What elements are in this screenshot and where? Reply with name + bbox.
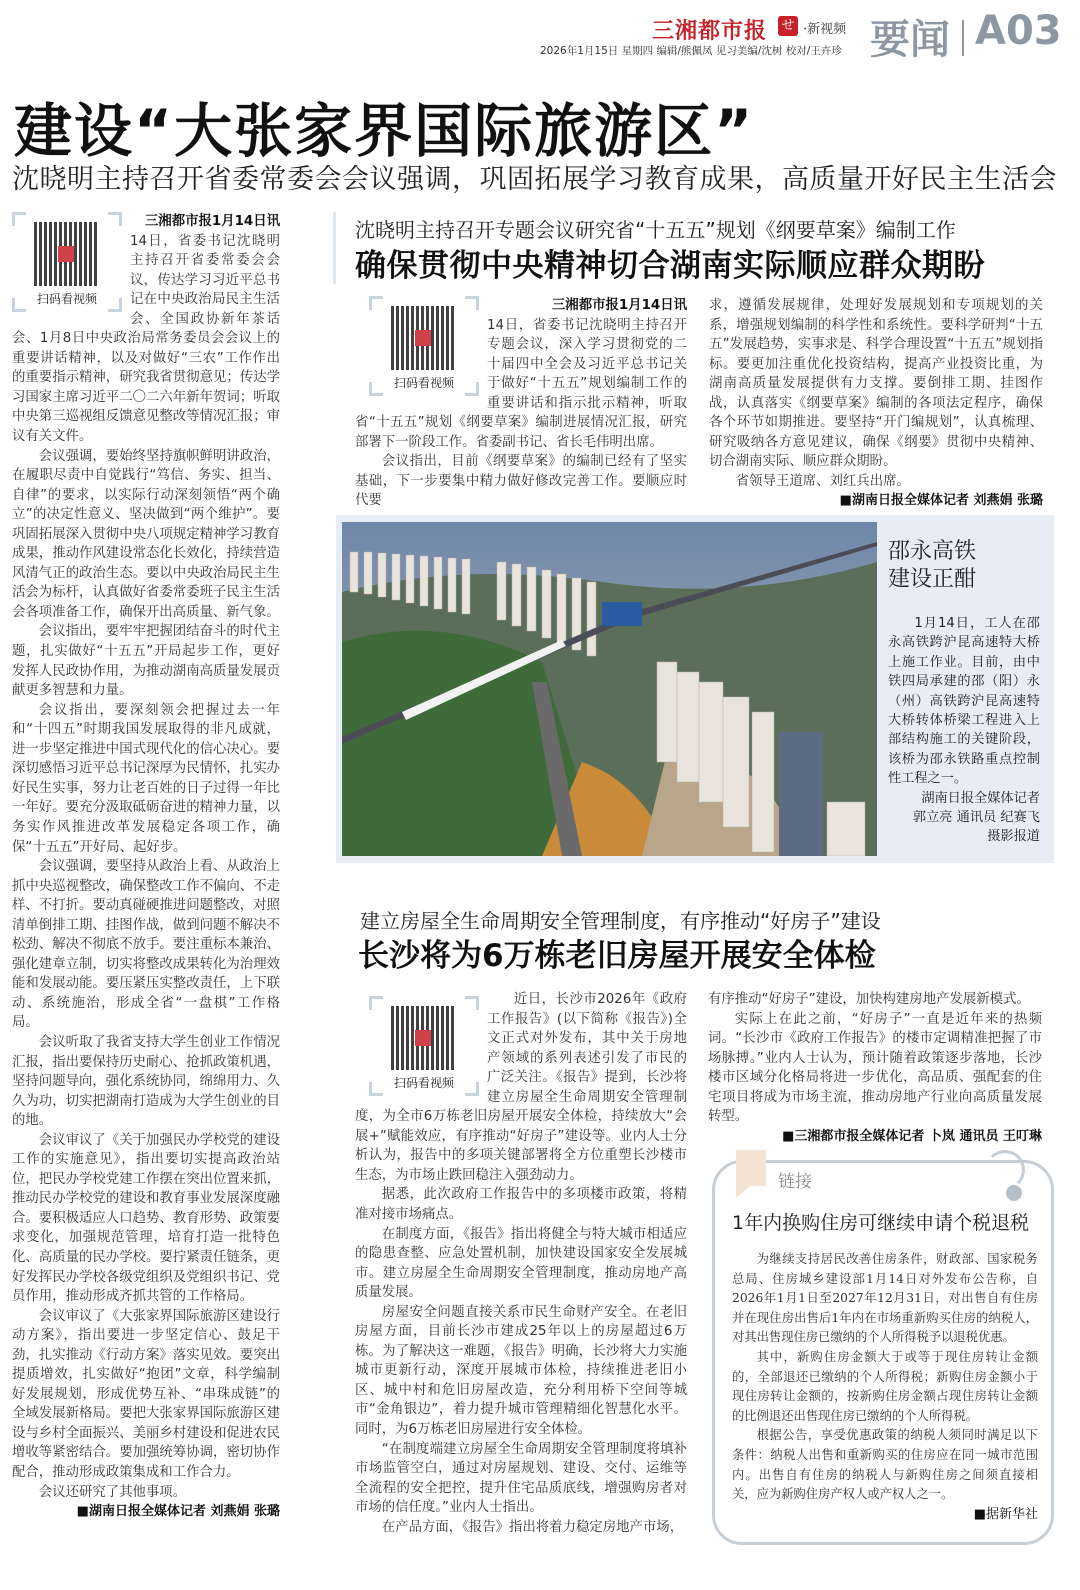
caption-text: 1月14日，工人在邵永高铁跨沪昆高速特大桥上施工作业。目前，由中铁四局承建的邵（阳）永（州）高铁跨沪昆高速特大桥转体桥梁工程进入上部结构施工的关键阶段，该桥为邵永铁路重点控制性工程之一。 (888, 616, 1040, 787)
byline: ■三湘都市报全媒体记者 卜岚 通讯员 王叮琳 (782, 1128, 1042, 1144)
photo-credit-1: 湖南日报全媒体记者 (921, 790, 1040, 806)
paragraph: 近日，长沙市2026年《政府工作报告》(以下简称《报告》)全文正式对外发布，其中关于房地产领域的系列表述引发了市民的广泛关注。《报告》提到，长沙将建立房屋全生命周期安全管理制度，为全市6万栋老旧房屋开展安全体检，持续放大“会展+”赋能效应，有序推动“好房子”建设等。业内人士分析认为，报告中的多项关键部署将全方位重塑长沙楼市生态，为市场止跌回稳注入强劲动力。 (355, 992, 687, 1183)
qr-code-block[interactable] (369, 996, 479, 1096)
section-divider (962, 20, 964, 56)
paragraph: 房屋安全问题直接关系市民生命财产安全。在老旧房屋方面，目前长沙市建成25年以上的房屋超过6万栋。为了解决这一难题，《报告》明确，长沙将大力实施城市更新行动，深度开展城市体检，持续推进老旧小区、城中村和危旧房屋改造，充分利用桥下空间等城市“金角银边”，着力提升城市管理精细化智慧化水平。同时，为6万栋老旧房屋进行安全体检。 (355, 1304, 687, 1438)
qr-code-block[interactable] (369, 296, 479, 396)
paragraph: 会议审议了《关于加强民办学校党的建设工作的实施意见》，指出要切实提高政治站位，把民办学校党建工作摆在突出位置来抓，推动民办学校党的建设和教育事业发展深度融合。要积极适应人口趋势、教育形势、政策要求变化，加强规范管理，培育打造一批特色化、高质量的民办学校。要拧紧责任链条，更好发挥民办学校各级党组织及党组织书记、党员作用，推动形成齐抓共管的工作格局。 (12, 1132, 280, 1305)
paragraph: 会议听取了我省支持大学生创业工作情况汇报，指出要保持历史耐心、抢抓政策机遇，坚持问题导向，强化系统协同，绵绵用力、久久为功，切实把湖南打造成为大学生创业的目的地。 (12, 1034, 280, 1129)
paragraph: 其中，新购住房金额大于或等于现住房转让金额的，全部退还已缴纳的个人所得税；新购住房金额小于现住房转让金额的，按新购住房金额占现住房转让金额的比例退还出售现住房已缴纳的个人所得税。 (732, 1349, 1038, 1423)
qr-code-icon[interactable] (34, 222, 98, 286)
paragraph: 省领导王道席、刘红兵出席。 (735, 473, 910, 489)
dateline: 三湘都市报1月14日讯 (144, 214, 280, 229)
photo-caption (888, 614, 1040, 847)
page-number: A03 (975, 8, 1062, 54)
paragraph: 14日，省委书记沈晓明主持召开专题会议，深入学习贯彻党的二十届四中全会及习近平总书记关于做好“十五五”规划编制工作的重要讲话和指示批示精神，听取省“十五五”规划《纲要草案》编制进展情况汇报，研究部署下一阶段工作。省委副书记、省长毛伟明出席。 (355, 317, 687, 450)
sub-brand: ·新视频 (803, 22, 847, 37)
byline: ■湖南日报全媒体记者 刘燕娟 张璐 (76, 1504, 280, 1520)
section-name: 要闻 (870, 17, 950, 63)
photo-credit-3: 摄影报道 (987, 829, 1040, 845)
link-body (732, 1250, 1038, 1524)
qr-code-block[interactable] (12, 212, 122, 312)
railway-bridge-photo (342, 522, 877, 856)
photo-credit-2: 郭立亮 通讯员 纪赛飞 (912, 810, 1040, 826)
paragraph: 有序推动“好房子”建设，加快构建房地产发展新模式。 (708, 992, 1030, 1007)
lead-subheadline: 沈晓明主持召开省委常委会会议强调，巩固拓展学习教育成果，高质量开好民主生活会 (12, 164, 1057, 195)
bridge-photo-illustration (342, 522, 877, 856)
article2-col1 (355, 296, 687, 511)
article3-kicker: 建立房屋全生命周期安全管理制度，有序推动“好房子”建设 (360, 909, 881, 933)
article2-headline: 确保贯彻中央精神切合湖南实际顺应群众期盼 (355, 248, 985, 284)
pin-icon (1006, 1185, 1022, 1201)
byline: ■据新华社 (973, 1506, 1038, 1522)
qr-label: 扫码看视频 (393, 376, 454, 390)
article3-headline: 长沙将为6万栋老旧房屋开展安全体检 (358, 938, 876, 974)
paragraph: 会议强调，要坚持从政治上看、从政治上抓中央巡视整改，确保整改工作不偏向、不走样、不打折。要动真碰硬推进问题整改，对照清单倒排工期、挂图作战，做到问题不解决不松劲、解决不彻底不放手。要注重标本兼治、强化建章立制，切实将整改成果转化为治理效能和发展动能。要压紧压实整改责任，上下联动、系统施治，形成全省“一盘棋”工作格局。 (12, 859, 280, 1031)
paragraph: 会议还研究了其他事项。 (38, 1484, 187, 1500)
speech-tag-icon (736, 1150, 766, 1186)
accent-bar (333, 212, 336, 284)
masthead-meta: 2026年1月15日 星期四 编辑/熊佩凤 见习美编/沈树 校对/王卉珍 (540, 45, 842, 57)
paragraph: 据悉，此次政府工作报告中的多项楼市政策，将精准对接市场痛点。 (355, 1187, 687, 1223)
byline: ■湖南日报全媒体记者 刘燕娟 张璐 (839, 493, 1043, 509)
brand-badge-icon: せ (778, 16, 798, 36)
paragraph: 会议审议了《大张家界国际旅游区建设行动方案》，指出要进一步坚定信心、鼓足干劲，扎实推动《行动方案》落实见效。要突出提质增效，扎实做好“抱团”文章，科学编制好发展规划，形成优势互补、“串珠成链”的全域发展新格局。要把大张家界国际旅游区建设与乡村全面振兴、美丽乡村建设和促进农民增收等紧密结合。要加强统筹协调，密切协作配合，推动形成政策集成和工作合力。 (12, 1308, 280, 1480)
article2-col2 (709, 296, 1043, 511)
paragraph: 会议强调，要始终坚持旗帜鲜明讲政治，在履职尽责中自觉践行“笃信、务实、担当、自律”的要求，以实际行动深刻领悟“两个确立”的决定性意义、坚决做到“两个维护”。要巩固拓展深入贯彻中央八项规定精神学习教育成果，推动作风建设常态化长效化，持续营造风清气正的政治生态。要以中央政治局民主生活会为标杆，认真做好省委常委班子民主生活会各项准备工作，确保开出高质量、新气象。 (12, 448, 280, 620)
paragraph: 在制度方面，《报告》指出将健全与特大城市相适应的隐患查整、应急处置机制，加快建设国家安全发展城市。建立房屋全生命周期安全管理制度，推动房地产高质量发展。 (355, 1226, 687, 1301)
qr-label: 扫码看视频 (36, 292, 97, 306)
paragraph: 14日，省委书记沈晓明主持召开省委常委会会议，传达学习习近平总书记在中央政治局民主生活会、全国政协新年茶话会、1月8日中央政治局常务委员会会议上的重要讲话精神，以及对做好“三农”工作作出的重要指示精神，研究我省贯彻意见；传达学习国家主席习近平二〇二六年新年贺词；听取中央第三巡视组反馈意见整改等情况汇报；审议有关文件。 (12, 233, 280, 445)
photo-title-line2: 建设正酣 (888, 567, 977, 592)
link-title: 1年内换购住房可继续申请个税退税 (732, 1212, 1030, 1234)
lead-headline: 建设“大张家界国际旅游区” (14, 97, 755, 165)
paragraph: 会议指出，要牢牢把握团结奋斗的时代主题，扎实做好“十五五”开局起步工作，更好发挥人民政协作用，为推动湖南高质量发展贡献更多智慧和力量。 (12, 624, 280, 699)
paragraph: 求，遵循发展规律，处理好发展规划和专项规划的关系，增强规划编制的科学性和系统性。要科学研判“十五五”发展趋势，实事求是、科学合理设置“十五五”规划指标。要更加注重优化投资结构，提高产业投资比重，为湖南高质量发展提供有力支撑。要倒排工期、挂图作战，认真落实《纲要草案》编制的各项法定程序，确保各个环节如期推进。要坚持“开门编规划”，认真梳理、研究吸纳各方意见建议，确保《纲要》贯彻中央精神、切合湖南实际、顺应群众期盼。 (709, 298, 1043, 470)
article2-kicker: 沈晓明主持召开专题会议研究省“十五五”规划《纲要草案》编制工作 (355, 218, 956, 242)
lead-article-body (12, 212, 280, 1522)
paragraph: 实际上在此之前，“好房子”一直是近年来的热频词。“长沙市《政府工作报告》的楼市定调精准把握了市场脉搏。”业内人士认为，预计随着政策逐步落地，长沙楼市区域分化格局将进一步优化，高品质、强配套的住宅项目将成为市场主流，推动房地产行业向高质量发展转型。 (708, 1011, 1042, 1125)
speech-tag-tail (736, 1186, 750, 1198)
article3-col2 (708, 990, 1042, 1146)
qr-code-icon[interactable] (391, 306, 455, 370)
paragraph: 在产品方面，《报告》指出将着力稳定房地产市场， (381, 1519, 684, 1535)
paragraph: “在制度端建立房屋全生命周期安全管理制度将填补市场监管空白，通过对房屋规划、建设、交付、运维等全流程的安全把控，提升住宅品质底线，增强购房者对市场的信任度。”业内人士指出。 (355, 1441, 687, 1516)
photo-story-title (888, 538, 976, 594)
link-label: 链接 (778, 1172, 812, 1192)
newspaper-logo: 三湘都市报 (652, 19, 768, 44)
paragraph: 为继续支持居民改善住房条件，财政部、国家税务总局、住房城乡建设部1月14日对外发布公告称，自2026年1月1日至2027年12月31日，对出售自有住房并在现住房出售后1年内在市场重新购买住房的纳税人，对其出售现住房已缴纳的个人所得税予以退税优惠。 (732, 1252, 1038, 1345)
paragraph: 会议指出，目前《纲要草案》的编制已经有了坚实基础，下一步要集中精力做好修改完善工作。要顺应时代要 (355, 454, 687, 509)
photo-title-line1: 邵永高铁 (888, 539, 977, 564)
qr-label: 扫码看视频 (393, 1076, 454, 1090)
article3-col1 (355, 990, 687, 1537)
paragraph: 会议指出，要深刻领会把握过去一年和“十四五”时期我国发展取得的非凡成就，进一步坚定推进中国式现代化的信心决心。要深切感悟习近平总书记深厚为民情怀，扎实办好民生实事，努力让老百姓的日子过得一年比一年好。要充分汲取砥砺奋进的精神力量，以务实作风推进改革发展稳定各项工作，确保“十五五”开好局、起好步。 (12, 702, 280, 855)
hook-icon (985, 1150, 1025, 1190)
paragraph: 根据公告，享受优惠政策的纳税人须同时满足以下条件：纳税人出售和重新购买的住房应在同一城市范围内。出售自有住房的纳税人与新购住房之间须直接相关，应为新购住房产权人或产权人之一。 (732, 1428, 1038, 1502)
dateline: 三湘都市报1月14日讯 (551, 298, 687, 313)
qr-code-icon[interactable] (391, 1006, 455, 1070)
